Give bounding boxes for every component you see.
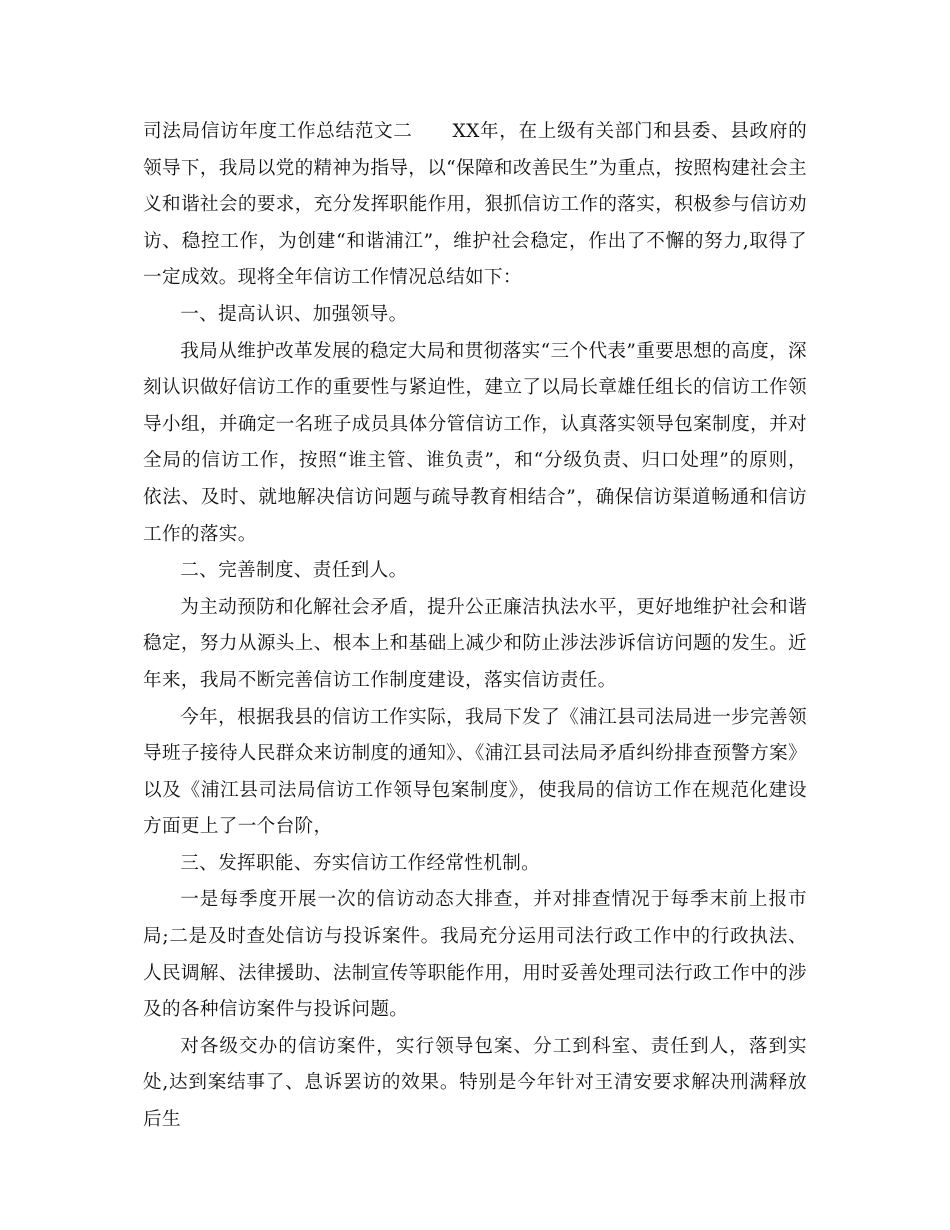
body-paragraph: 我局从维护改革发展的稳定大局和贯彻落实“三个代表”重要思想的高度，深刻认识做好信访工作的重要性与紧迫性，建立了以局长章雄任组长的信访工作领导小组，并确定一名班子成员具体分管信访工作，认真落实领导包案制度，并对全局的信访工作，按照“谁主管、谁负责”，和“分级负责、归口处理”的原则，依法、及时、就地解决信访问题与疏导教育相结合”，确保信访渠道畅通和信访工作的落实。 xyxy=(143,340,807,545)
intro-text: XX年，在上级有关部门和县委、县政府的领导下，我局以党的精神为指导，以“保障和改善民生”为重点，按照构建社会主义和谐社会的要求，充分发挥职能作用，狠抓信访工作的落实，积极参与信访劝访、稳控工作，为创建“和谐浦江”，维护社会稳定，作出了不懈的努力,取得了一定成效。现将全年信访工作情况总结如下： xyxy=(143,121,808,289)
body-paragraph: 一是每季度开展一次的信访动态大排查，并对排查情况于每季末前上报市局;二是及时查处信访与投诉案件。我局充分运用司法行政工作中的行政执法、人民调解、法律援助、法制宣传等职能作用，用时妥善处理司法行政工作中的涉及的各种信访案件与投诉问题。 xyxy=(143,889,807,1021)
body-paragraph: 对各级交办的信访案件，实行领导包案、分工到科室、责任到人，落到实处,达到案结事了、息诉罢访的效果。特别是今年针对王清安要求解决刑满释放后生 xyxy=(143,1035,807,1131)
body-paragraph: 今年，根据我县的信访工作实际，我局下发了《浦江县司法局进一步完善领导班子接待人民群众来访制度的通知》、《浦江县司法局矛盾纠纷排查预警方案》以及《浦江县司法局信访工作领导包案制度》，使我局的信访工作在规范化建设方面更上了一个台阶， xyxy=(143,706,807,838)
section-heading-2: 二、完善制度、责任到人。 xyxy=(180,560,408,582)
document-body xyxy=(143,114,807,1139)
section-heading-3: 三、发挥职能、夯实信访工作经常性机制。 xyxy=(180,852,541,874)
section-heading-1: 一、提高认识、加强领导。 xyxy=(180,303,408,325)
body-paragraph: 为主动预防和化解社会矛盾，提升公正廉洁执法水平，更好地维护社会和谐稳定，努力从源头上、根本上和基础上减少和防止涉法涉诉信访问题的发生。近年来，我局不断完善信访工作制度建设，落实信访责任。 xyxy=(143,596,807,691)
document-title: 司法局信访年度工作总结范文二 xyxy=(143,121,413,142)
intro-paragraph xyxy=(143,114,807,297)
